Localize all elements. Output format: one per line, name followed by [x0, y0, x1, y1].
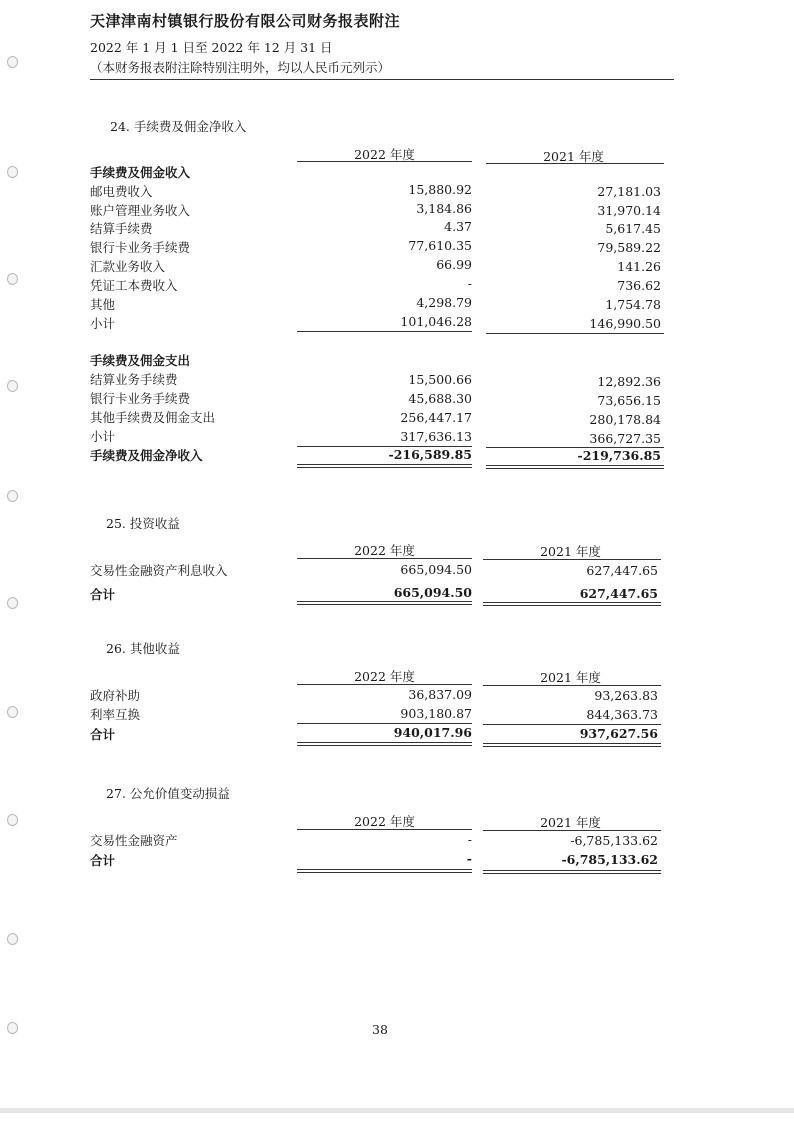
total-value-2022: -	[466, 851, 472, 866]
reporting-period: 2022 年 1 月 1 日至 2022 年 12 月 31 日	[90, 40, 333, 55]
row-label: 账户管理业务收入	[90, 203, 191, 218]
row-label: 其他手续费及佣金支出	[90, 410, 216, 425]
total-double-rule	[483, 743, 661, 747]
currency-note: （本财务报表附注除特别注明外，均以人民币元列示）	[90, 60, 391, 75]
page-number: 38	[372, 1022, 388, 1037]
row-value-2021: 627,447.65	[586, 563, 658, 578]
col-2021-header: 2021 年度	[540, 815, 601, 830]
col-rule	[486, 163, 664, 164]
binder-hole	[7, 380, 18, 392]
row-value-2022: 77,610.35	[408, 238, 472, 253]
row-value-2022: 4.37	[444, 219, 472, 234]
total-double-rule	[486, 465, 664, 469]
expense-heading: 手续费及佣金支出	[90, 353, 191, 368]
binder-hole	[7, 597, 18, 609]
subtotal-label: 小计	[90, 429, 116, 444]
binder-hole	[7, 490, 18, 502]
scan-edge	[0, 1108, 794, 1113]
row-value-2022: -	[467, 832, 472, 847]
binder-hole	[7, 1022, 18, 1034]
subtotal-value-2021: 146,990.50	[589, 316, 661, 331]
col-rule	[483, 559, 661, 560]
subtotal-value-2022: 101,046.28	[400, 314, 472, 329]
row-value-2021: 141.26	[617, 259, 661, 274]
row-label: 银行卡业务手续费	[90, 391, 191, 406]
col-2022-header: 2022 年度	[354, 543, 415, 558]
row-value-2022: 15,500.66	[408, 372, 472, 387]
section-24-title: 24. 手续费及佣金净收入	[110, 119, 247, 134]
document-title: 天津津南村镇银行股份有限公司财务报表附注	[90, 12, 401, 30]
total-double-rule	[297, 601, 472, 605]
row-label: 交易性金融资产利息收入	[90, 563, 228, 578]
row-label: 其他	[90, 297, 116, 312]
row-value-2022: 3,184.86	[416, 201, 472, 216]
row-value-2022: 15,880.92	[408, 182, 472, 197]
subtotal-value-2022: 317,636.13	[400, 429, 472, 444]
binder-hole	[7, 56, 18, 68]
total-value-2021: -6,785,133.62	[561, 852, 658, 867]
col-rule	[483, 685, 661, 686]
col-rule	[297, 161, 472, 162]
col-2022-header: 2022 年度	[354, 147, 415, 162]
total-double-rule	[297, 869, 472, 873]
row-value-2022: 4,298.79	[416, 295, 472, 310]
row-label: 汇款业务收入	[90, 259, 166, 274]
total-label: 合计	[90, 587, 116, 602]
col-rule	[297, 829, 472, 830]
row-value-2022: 665,094.50	[400, 562, 472, 577]
subtotal-value-2021: 366,727.35	[589, 431, 661, 446]
net-value-2021: -219,736.85	[577, 448, 661, 463]
total-label: 合计	[90, 727, 116, 742]
row-value-2022: 36,837.09	[408, 687, 472, 702]
subtotal-label: 小计	[90, 316, 116, 331]
col-rule	[297, 558, 472, 559]
total-double-rule	[483, 602, 661, 606]
total-double-rule	[483, 870, 661, 874]
total-label: 合计	[90, 853, 116, 868]
total-value-2022: 665,094.50	[393, 585, 472, 600]
binder-hole	[7, 706, 18, 718]
section-27-title: 27. 公允价值变动损益	[106, 786, 230, 801]
row-rule	[297, 723, 472, 724]
row-label: 银行卡业务手续费	[90, 240, 191, 255]
net-label: 手续费及佣金净收入	[90, 448, 203, 463]
section-25-title: 25. 投资收益	[106, 516, 180, 531]
row-value-2021: 73,656.15	[597, 393, 661, 408]
total-value-2021: 937,627.56	[579, 726, 658, 741]
row-rule	[483, 724, 661, 725]
binder-hole	[7, 814, 18, 826]
row-value-2021: 27,181.03	[597, 184, 661, 199]
row-label: 利率互换	[90, 707, 141, 722]
row-value-2022: 66.99	[436, 257, 472, 272]
row-value-2021: 31,970.14	[597, 203, 661, 218]
binder-hole	[7, 933, 18, 945]
col-2022-header: 2022 年度	[354, 669, 415, 684]
row-label: 交易性金融资产	[90, 833, 178, 848]
row-label: 结算业务手续费	[90, 372, 178, 387]
row-value-2021: 1,754.78	[605, 297, 661, 312]
col-2022-header: 2022 年度	[354, 814, 415, 829]
col-rule	[297, 684, 472, 685]
row-value-2021: 5,617.45	[605, 221, 661, 236]
row-label: 政府补助	[90, 688, 141, 703]
col-2021-header: 2021 年度	[540, 544, 601, 559]
row-label: 结算手续费	[90, 221, 153, 236]
subtotal-rule	[297, 331, 472, 332]
total-value-2021: 627,447.65	[579, 586, 658, 601]
col-rule	[483, 830, 661, 831]
row-label: 邮电费收入	[90, 184, 153, 199]
binder-hole	[7, 273, 18, 285]
binder-hole	[7, 166, 18, 178]
subtotal-rule	[486, 333, 664, 334]
row-value-2021: 736.62	[617, 278, 661, 293]
row-value-2022: 45,688.30	[408, 391, 472, 406]
total-double-rule	[297, 742, 472, 746]
row-value-2022: 256,447.17	[400, 410, 472, 425]
header-rule	[90, 79, 674, 80]
row-value-2021: 79,589.22	[597, 240, 661, 255]
total-value-2022: 940,017.96	[393, 725, 472, 740]
income-heading: 手续费及佣金收入	[90, 165, 191, 180]
col-2021-header: 2021 年度	[543, 149, 604, 164]
row-value-2021: 12,892.36	[597, 374, 661, 389]
row-value-2022: -	[467, 276, 472, 291]
net-value-2022: -216,589.85	[388, 447, 472, 462]
row-value-2022: 903,180.87	[400, 706, 472, 721]
row-value-2021: -6,785,133.62	[570, 833, 658, 848]
total-double-rule	[297, 464, 472, 468]
row-value-2021: 93,263.83	[594, 688, 658, 703]
section-26-title: 26. 其他收益	[106, 641, 180, 656]
row-value-2021: 844,363.73	[586, 707, 658, 722]
row-value-2021: 280,178.84	[589, 412, 661, 427]
col-2021-header: 2021 年度	[540, 670, 601, 685]
row-label: 凭证工本费收入	[90, 278, 178, 293]
